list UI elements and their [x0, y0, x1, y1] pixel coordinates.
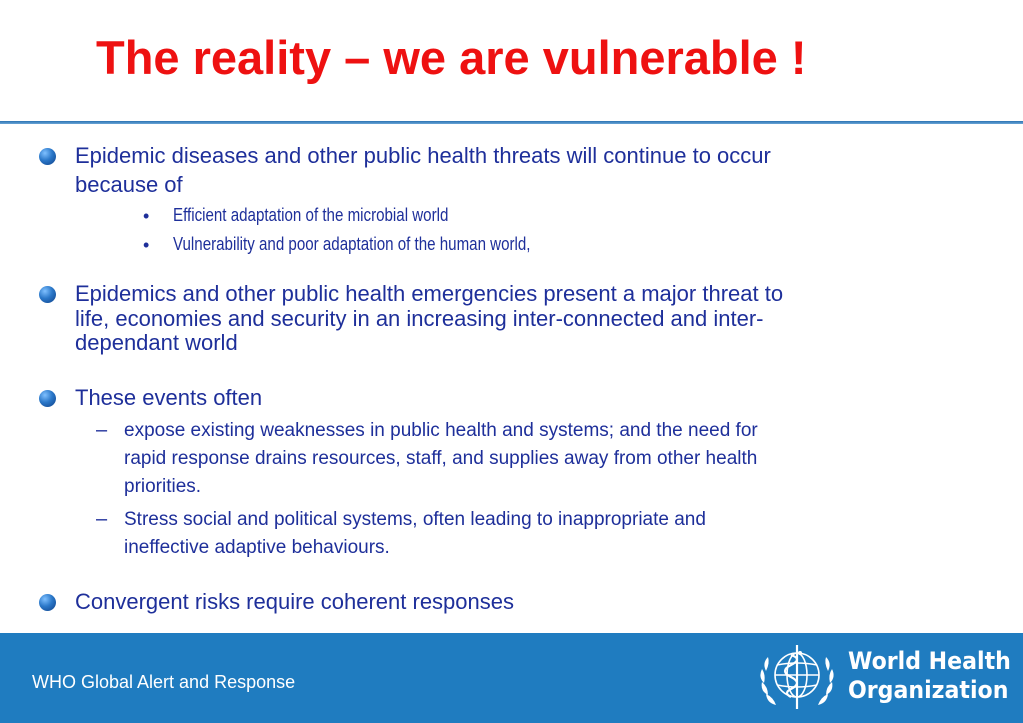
bullet-3-line-1: These events often: [75, 385, 263, 410]
bullet-2-line-1: Epidemics and other public health emergencies present a major threat to: [75, 281, 784, 306]
sub-bullet-dot-icon: •: [143, 206, 150, 226]
bullet-4-line-1: Convergent risks require coherent responses: [75, 589, 515, 614]
bullet-3-sub-1-line-2: rapid response drains resources, staff, and supplies away from other health: [124, 448, 758, 469]
who-logo-line-1: World Health: [848, 647, 1011, 675]
bullet-1-sub-1: Efficient adaptation of the microbial world: [173, 205, 449, 225]
who-logo-line-2: Organization: [848, 676, 1009, 704]
slide-title: The reality – we are vulnerable !: [96, 31, 807, 84]
who-emblem-icon: [756, 637, 838, 719]
footer-bar: [0, 633, 1023, 723]
bullet-1-line-1: Epidemic diseases and other public health threats will continue to occur: [75, 143, 771, 168]
dash-icon: –: [96, 419, 108, 441]
sub-bullet-dot-icon: •: [143, 235, 150, 255]
bullet-1-line-2: because of: [75, 172, 183, 197]
bullet-icon: [38, 147, 60, 169]
bullet-icon: [38, 285, 60, 307]
title-divider: [0, 121, 1023, 124]
footer-text: WHO Global Alert and Response: [32, 672, 296, 692]
bullet-1-sub-2: Vulnerability and poor adaptation of the human world,: [173, 234, 531, 254]
dash-icon: –: [96, 508, 108, 530]
who-logo-text: [848, 647, 1011, 705]
bullet-2-line-3: dependant world: [75, 330, 238, 355]
bullet-2-line-2: life, economies and security in an increasing inter-connected and inter-: [75, 306, 764, 331]
bullet-icon: [38, 389, 60, 411]
bullet-3-sub-2-line-1: Stress social and political systems, often leading to inappropriate and: [124, 509, 706, 530]
bullet-icon: [38, 593, 60, 615]
bullet-3-sub-1-line-1: expose existing weaknesses in public health and systems; and the need for: [124, 420, 758, 441]
bullet-3-sub-1-line-3: priorities.: [124, 476, 202, 497]
bullet-3-sub-2-line-2: ineffective adaptive behaviours.: [124, 537, 390, 558]
